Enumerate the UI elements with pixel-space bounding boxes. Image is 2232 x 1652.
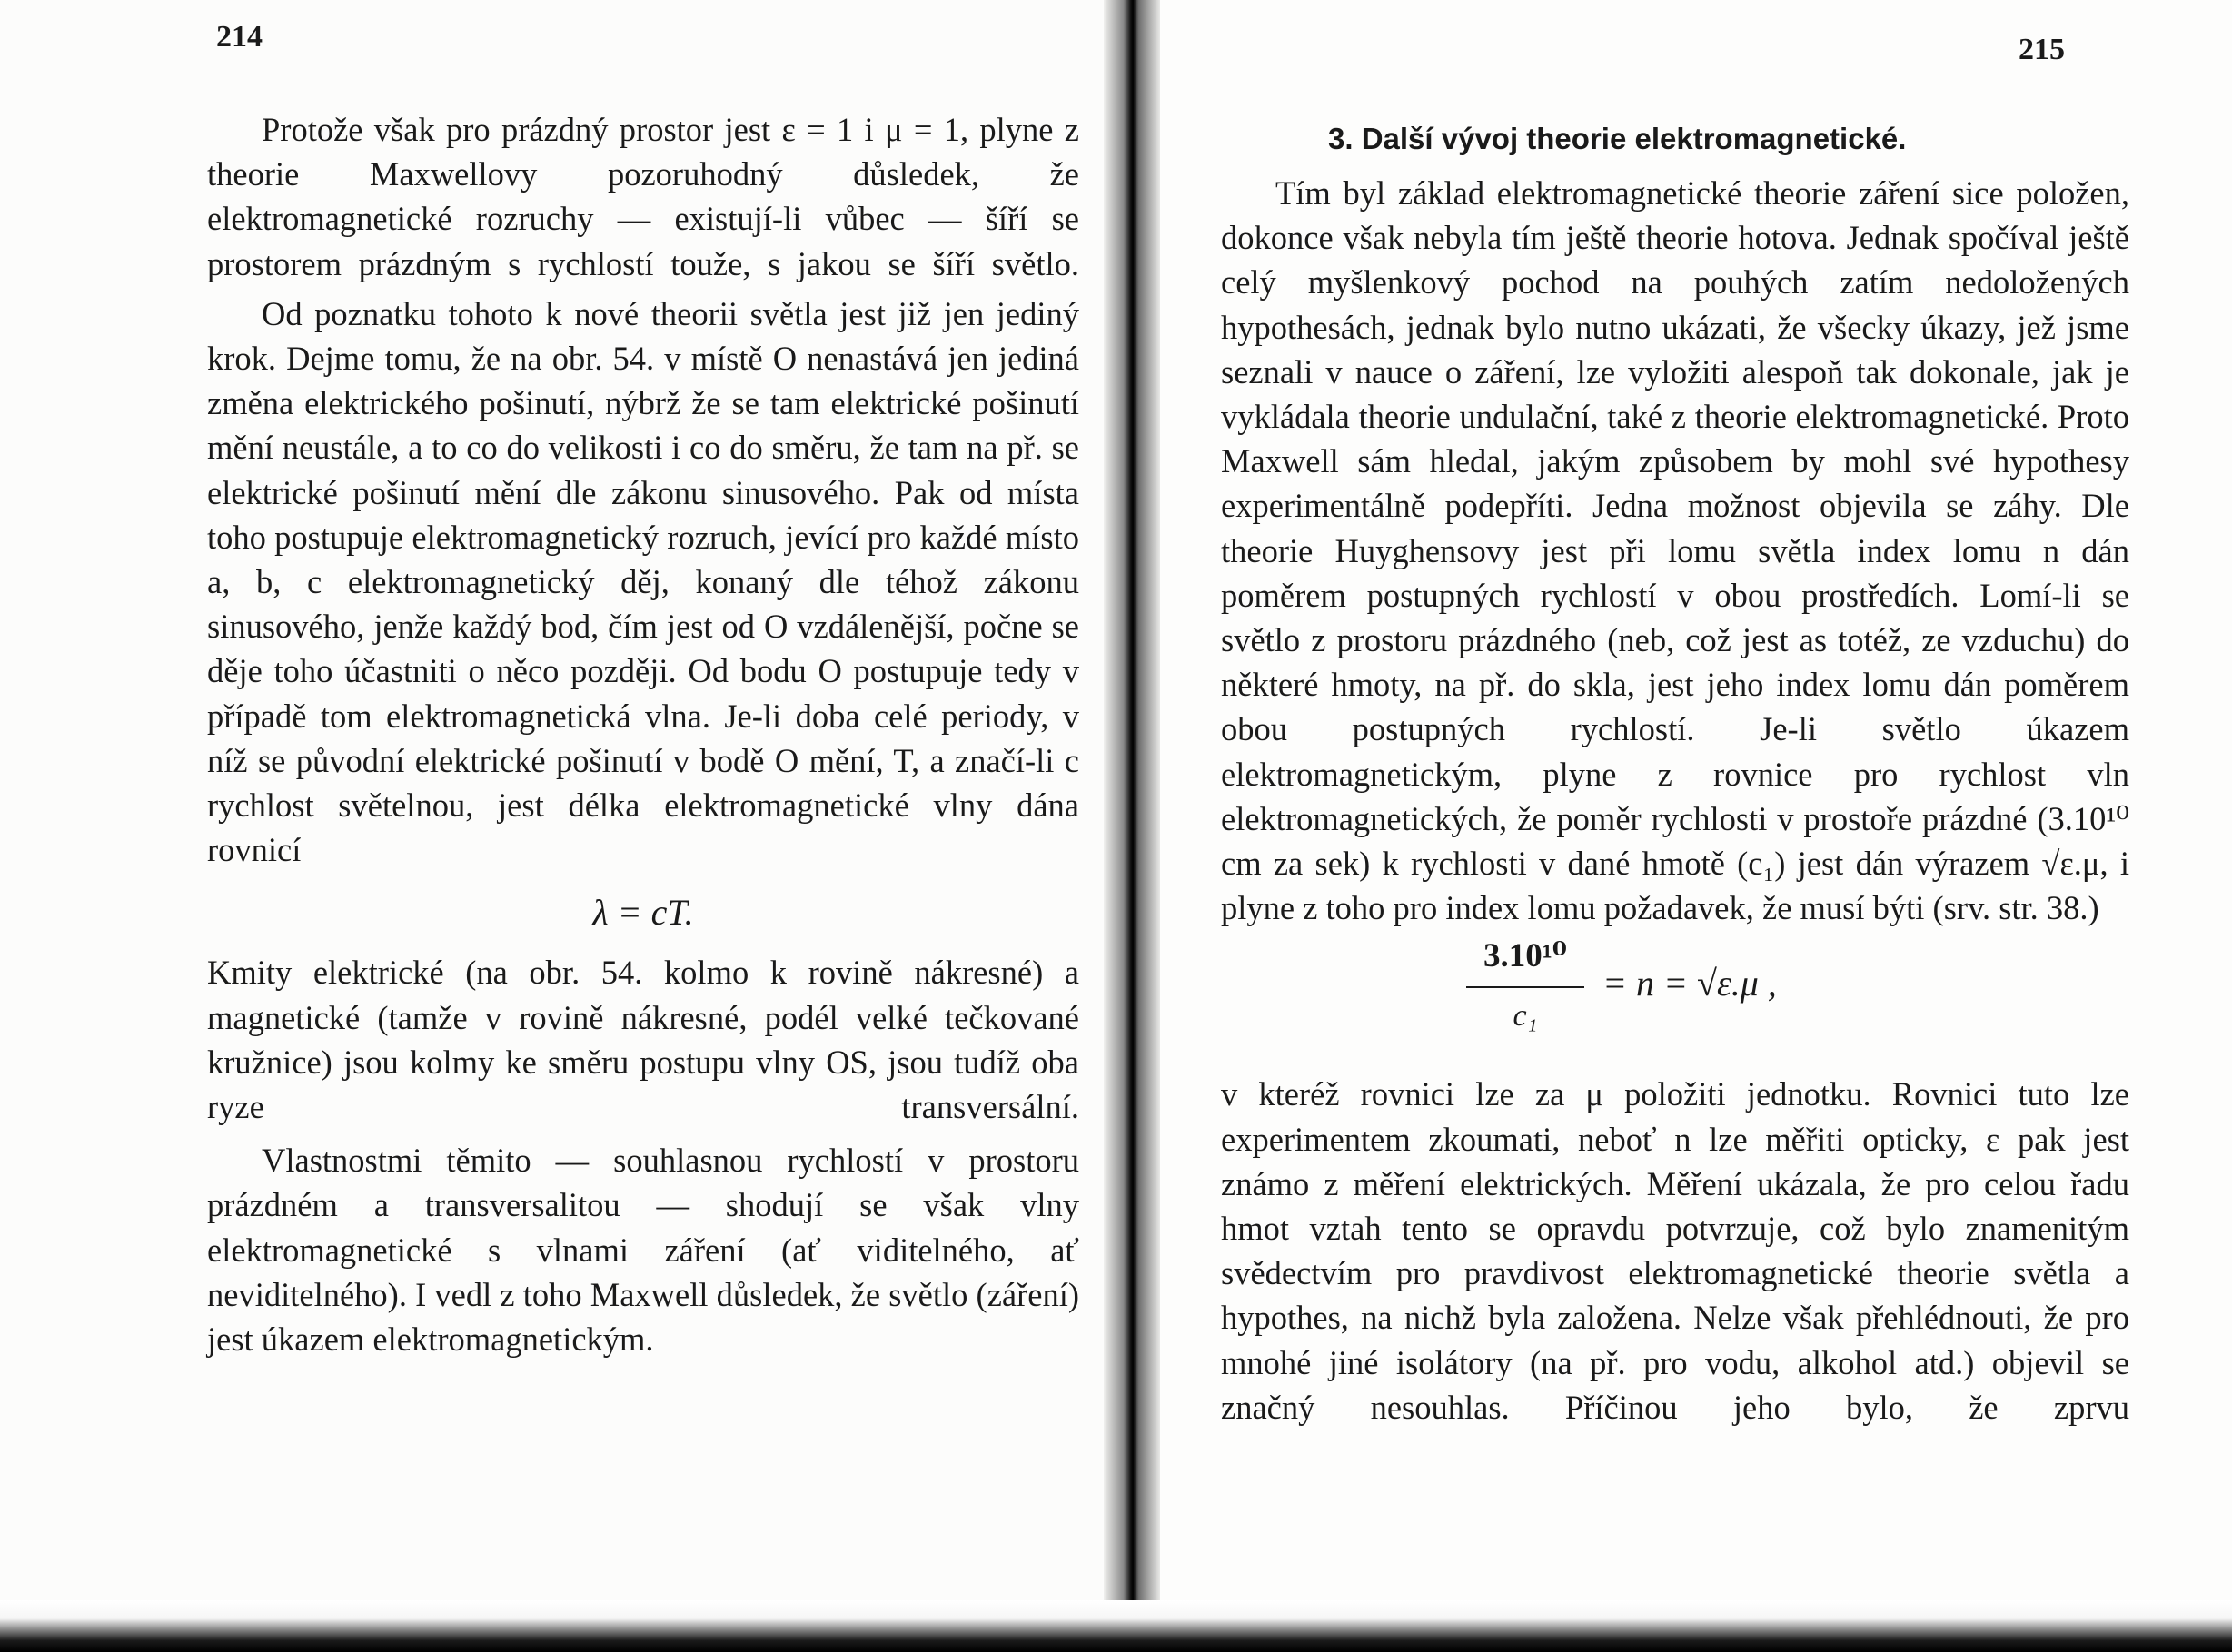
fraction-denominator: c₁: [1513, 998, 1538, 1033]
paragraph: Kmity elektrické (na obr. 54. kolmo k rovině nákresné) a magnetické (tamže v rovině nákresné, podél velké tečkované kružnice) jsou kolmy ke směru postupu vlny OS, jsou tudíž oba ryze transversální.: [207, 954, 1079, 1126]
index-formula: [1221, 934, 2129, 1061]
paragraph: Od poznatku tohoto k nové theorii světla jest již jen jediný krok. Dejme tomu, že na obr. 54. v místě O nenastává jen jediná změna elektrického pošinutí, nýbrž že se tam elektrické pošinutí mění neustále, a to co do velikosti i co do směru, že tam na př. se elektrické pošinutí mění dle zákonu sinusového. Pak od místa toho postupuje elektromagnetický rozruch, jevící pro každé místo a, b, c elektromagnetický děj, konaný dle téhož zákonu sinusového, jenže každý bod, čím jest od O vzdálenější, počne se děje toho účastniti o něco později. Od bodu O postupuje tedy v případě tom elektromagnetická vlna. Je-li doba celé periody, v níž se původní elektrické pošinutí v bodě O mění, T, a značí-li c rychlost světelnou, jest délka elektromagnetické vlny dána rovnicí: [207, 294, 1079, 869]
left-page-body: [207, 107, 1079, 1361]
page-bottom-edge: [0, 1600, 2232, 1652]
fraction-numerator: 3.10¹⁰: [1466, 934, 1584, 987]
section-heading: 3. Další vývoj theorie elektromagnetické.: [1328, 122, 1907, 155]
paragraph: Protože však pro prázdný prostor jest ε = 1 i μ = 1, plyne z theorie Maxwellovy pozoruhodný důsledek, že elektromagnetické rozruchy — existují-li vůbec — šíří se prostorem prázdným s rychlostí touže, s jakou se šíří světlo.: [207, 111, 1079, 282]
paragraph: v kteréž rovnici lze za μ položiti jednotku. Rovnici tuto lze experimentem zkoumati, neboť n lze měřiti opticky, ε pak jest známo z měření elektrických. Měření ukázala, že pro celou řadu hmot vztah tento se opravdu potvrzuje, což bylo znamenitým svědectvím pro pravdivost elektromagnetické theorie světla a hypothes, na nichž byla založena. Nelze však přehlédnouti, že pro mnohé jiné isolátory (na př. pro vodu, alkohol atd.) objevil se značný nesouhlas. Příčinou jeho bylo, že zprvu: [1221, 1075, 2129, 1426]
right-page-body: [1221, 171, 2129, 1429]
fraction: [1466, 934, 1584, 1037]
paragraph: Vlastnostmi těmito — souhlasnou rychlostí v prostoru prázdném a transversalitou — shodují se však vlny elektromagnetické s vlnami záření (ať viditelného, ať neviditelného). I vedl z toho Maxwell důsledek, že světlo (záření) jest úkazem elektromagnetickým.: [207, 1142, 1079, 1359]
book-gutter: [1104, 0, 1160, 1652]
formula-rest: = n = √ε.μ ,: [1602, 963, 1777, 1004]
page-number-left: 214: [216, 20, 263, 54]
wavelength-formula: λ = cT.: [592, 892, 694, 934]
right-page: [1146, 0, 2232, 1652]
paragraph: Tím byl základ elektromagnetické theorie záření sice položen, dokonce však nebyla tím ještě theorie hotova. Jednak spočíval ještě celý myšlenkový pochod na pouhých zatím nedoložených hypothesách, jednak bylo nutno ukázati, že všecky úkazy, jež jsme seznali v nauce o záření, lze vyložiti alespoň tak dokonale, jak je vykládala theorie undulační, také z theorie elektromagnetické. Proto Maxwell sám hledal, jakým způsobem by mohl své hypothesy experimentálně podepříti. Jedna možnost objevila se záhy. Dle theorie Huyghensovy jest při lomu světla index lomu n dán poměrem postupných rychlostí v obou prostředích. Lomí-li se světlo z prostoru prázdného (neb, což jest as totéž, ze vzduchu) do některé hmoty, na př. do skla, jest jeho index lomu dán poměrem obou postupných rychlostí. Je-li světlo úkazem elektromagnetickým, plyne z rovnice pro rychlost vln elektromagnetických, že poměr rychlosti v prostoře prázdné (3.10¹⁰ cm za sek) k rychlosti v dané hmotě (c₁) jest dán výrazem √ε.μ, i plyne z toho pro index lomu požadavek, že musí býti (srv. str. 38.): [1221, 174, 2129, 927]
page-number-right: 215: [2019, 33, 2065, 66]
